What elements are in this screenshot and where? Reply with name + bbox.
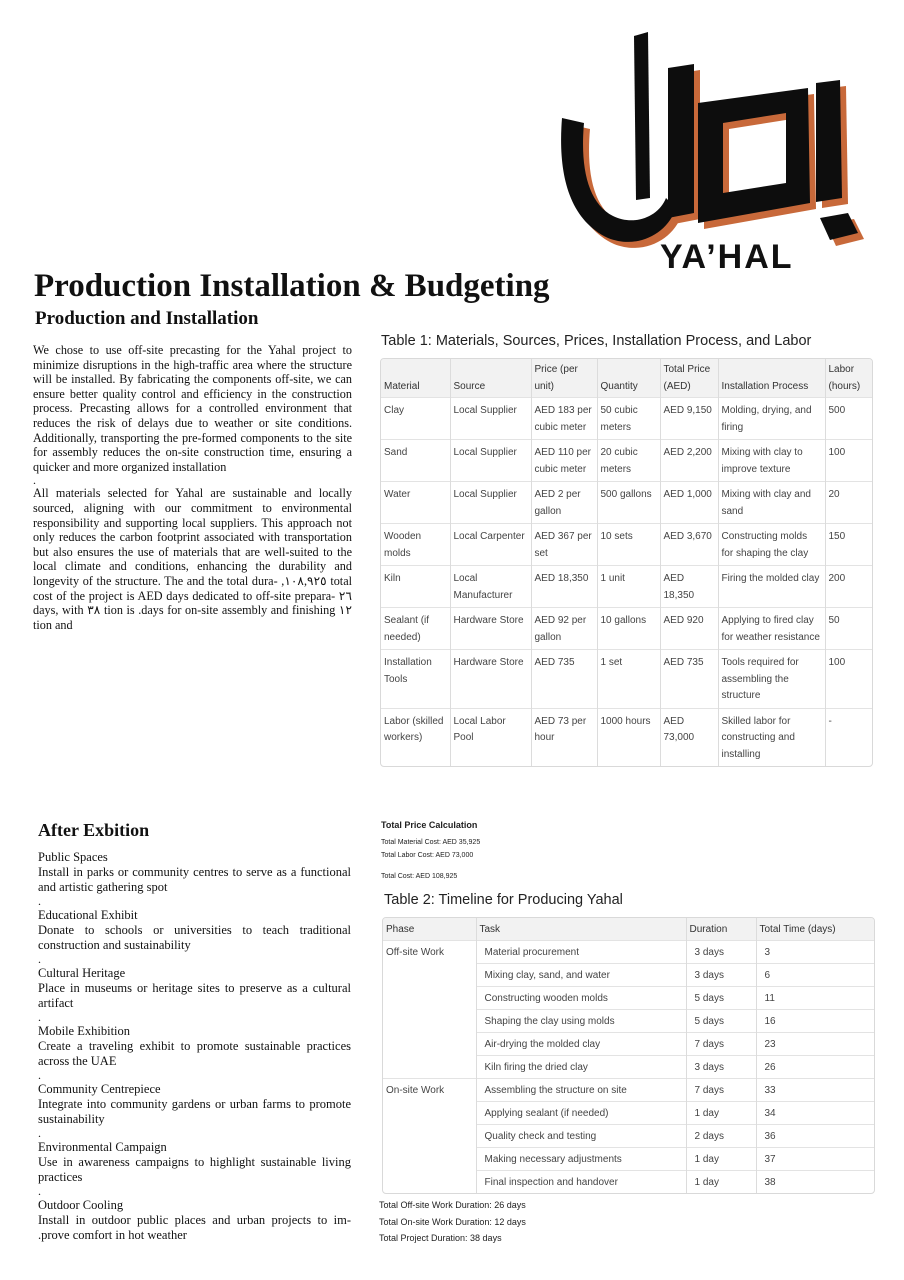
table-cell: AED 735 <box>660 650 718 709</box>
timeline-table <box>383 918 874 1193</box>
table-cell: Air-drying the molded clay <box>476 1033 686 1056</box>
phase-cell: Off-site Work <box>383 941 476 964</box>
table-cell: AED 73,000 <box>660 708 718 766</box>
table-cell: Making necessary adjustments <box>476 1148 686 1171</box>
table-cell: Assembling the structure on site <box>476 1079 686 1102</box>
table-row <box>383 1079 874 1102</box>
table-cell: AED 18,350 <box>660 566 718 608</box>
after-exhibition-title: After Exbition <box>38 820 150 840</box>
table-header-row <box>381 359 872 398</box>
table-cell: AED 3,670 <box>660 524 718 566</box>
logo-wordmark: YA’HAL <box>660 238 794 276</box>
column-header: Price (per unit) <box>531 359 597 398</box>
table-cell: Kiln <box>381 566 450 608</box>
table-cell: AED 1,000 <box>660 482 718 524</box>
table-cell: 36 <box>756 1125 874 1148</box>
table-cell: 1000 hours <box>597 708 660 766</box>
table-row <box>383 1148 874 1171</box>
table-cell: 50 cubic meters <box>597 398 660 440</box>
table-cell: Mixing with clay and sand <box>718 482 825 524</box>
table-row <box>383 1125 874 1148</box>
table-cell: 1 day <box>686 1102 756 1125</box>
table-cell: AED 2 per gallon <box>531 482 597 524</box>
table-cell: Labor (skilled workers) <box>381 708 450 766</box>
table-cell: Hardware Store <box>450 608 531 650</box>
table-cell: Constructing wooden molds <box>476 987 686 1010</box>
table-cell: AED 367 per set <box>531 524 597 566</box>
table-cell: 6 <box>756 964 874 987</box>
table-cell: Installation Tools <box>381 650 450 709</box>
table-row <box>381 482 872 524</box>
separator-dot: . <box>38 1126 41 1140</box>
table-cell: Final inspection and handover <box>476 1171 686 1194</box>
phase-cell: On-site Work <box>383 1079 476 1102</box>
separator-dot: . <box>33 473 36 488</box>
total-cost: Total Cost: AED 108,925 <box>381 873 458 880</box>
table-cell: 16 <box>756 1010 874 1033</box>
table-cell: 10 gallons <box>597 608 660 650</box>
table-cell: Kiln firing the dried clay <box>476 1056 686 1079</box>
table-cell: Applying to fired clay for weather resistance <box>718 608 825 650</box>
table2-caption: Table 2: Timeline for Producing Yahal <box>384 892 623 908</box>
materials-table-container <box>380 358 873 767</box>
exhibit-option-description: Place in museums or heritage sites to preserve as a cultural artifact <box>38 981 351 1010</box>
table-cell: AED 92 per gallon <box>531 608 597 650</box>
table-cell: AED 920 <box>660 608 718 650</box>
column-header: Quantity <box>597 359 660 398</box>
table-cell: - <box>825 708 872 766</box>
table-row <box>383 964 874 987</box>
table-row <box>381 608 872 650</box>
table-row <box>383 1171 874 1194</box>
table-cell: AED 183 per cubic meter <box>531 398 597 440</box>
exhibit-option-description: Donate to schools or universities to teach traditional construction and sustainability <box>38 923 351 952</box>
phase-cell <box>383 964 476 987</box>
table-cell: Clay <box>381 398 450 440</box>
table-cell: Hardware Store <box>450 650 531 709</box>
exhibit-option-title: Outdoor Cooling <box>38 1198 124 1212</box>
exhibit-option-description: Integrate into community gardens or urban farms to promote sustainability <box>38 1097 351 1126</box>
table-cell: 37 <box>756 1148 874 1171</box>
table-cell: 1 day <box>686 1148 756 1171</box>
table-row <box>383 1010 874 1033</box>
table-cell: Applying sealant (if needed) <box>476 1102 686 1125</box>
exhibit-option-title: Public Spaces <box>38 850 108 864</box>
total-offsite-duration: Total Off-site Work Duration: 26 days <box>379 1200 526 1210</box>
table-cell: AED 110 per cubic meter <box>531 440 597 482</box>
table-cell: 1 unit <box>597 566 660 608</box>
section-title: Production and Installation <box>35 308 259 329</box>
table-cell: Mixing clay, sand, and water <box>476 964 686 987</box>
total-onsite-duration: Total On-site Work Duration: 12 days <box>379 1216 526 1227</box>
table-row <box>383 941 874 964</box>
column-header: Task <box>476 918 686 941</box>
exhibit-option-description: Use in awareness campaigns to highlight sustainable living practices <box>38 1155 351 1184</box>
separator-dot: . <box>38 952 41 966</box>
separator-dot: . <box>38 1068 41 1082</box>
phase-cell <box>383 1148 476 1171</box>
table-cell: 1 day <box>686 1171 756 1194</box>
table-cell: Firing the molded clay <box>718 566 825 608</box>
intro-paragraph: We chose to use off-site precasting for the Yahal project to minimize disruptions in the high-traffic area where the structure will be installed. By fabricating the components off-site, we can ensure better quality control and efficiency in the construction process. Precasting allows for a controlled environment that reduces the risk of delays due to weather or site conditions. Additionally, transporting the pre-formed components to the site for assembly reduces the on-site construction time, ensuring a quicker and more organized installation <box>33 343 352 474</box>
exhibit-option-description: Install in outdoor public places and urban projects to im- .prove comfort in hot weather <box>38 1213 351 1242</box>
table-cell: 100 <box>825 650 872 709</box>
column-header: Total Time (days) <box>756 918 874 941</box>
exhibit-option-title: Educational Exhibit <box>38 908 138 922</box>
table-cell: 50 <box>825 608 872 650</box>
table-row <box>383 987 874 1010</box>
table-cell: Molding, drying, and firing <box>718 398 825 440</box>
column-header: Phase <box>383 918 476 941</box>
timeline-table-container <box>382 917 875 1194</box>
table-row <box>381 650 872 709</box>
table-header-row <box>383 918 874 941</box>
total-price-calculation <box>381 820 480 883</box>
column-header: Installation Process <box>718 359 825 398</box>
exhibit-option-description: Install in parks or community centres to serve as a functional and artistic gathering spot <box>38 865 351 894</box>
separator-dot: . <box>38 1010 41 1024</box>
table-cell: 10 sets <box>597 524 660 566</box>
table-cell: 3 days <box>686 941 756 964</box>
table-cell: AED 18,350 <box>531 566 597 608</box>
table-cell: Skilled labor for constructing and installing <box>718 708 825 766</box>
table-cell: 20 <box>825 482 872 524</box>
phase-cell <box>383 1033 476 1056</box>
intro-text <box>33 343 352 632</box>
table-cell: AED 73 per hour <box>531 708 597 766</box>
table-cell: Local Supplier <box>450 440 531 482</box>
exhibit-option-title: Cultural Heritage <box>38 966 126 980</box>
column-header: Total Price (AED) <box>660 359 718 398</box>
table-cell: 5 days <box>686 987 756 1010</box>
totals-title: Total Price Calculation <box>381 820 478 830</box>
table-cell: Water <box>381 482 450 524</box>
phase-cell <box>383 1125 476 1148</box>
table-cell: Quality check and testing <box>476 1125 686 1148</box>
table-cell: Sealant (if needed) <box>381 608 450 650</box>
separator-dot: . <box>38 894 41 908</box>
table-cell: AED 2,200 <box>660 440 718 482</box>
table-cell: Local Manufacturer <box>450 566 531 608</box>
table-cell: 3 days <box>686 964 756 987</box>
table-cell: AED 735 <box>531 650 597 709</box>
after-exhibition-list <box>38 850 351 1243</box>
table-row <box>381 566 872 608</box>
phase-cell <box>383 1102 476 1125</box>
table-cell: 34 <box>756 1102 874 1125</box>
total-project-duration: Total Project Duration: 38 days <box>379 1233 502 1243</box>
materials-table <box>381 359 872 766</box>
table-cell: 11 <box>756 987 874 1010</box>
table-cell: 100 <box>825 440 872 482</box>
table-row <box>381 398 872 440</box>
table-cell: 5 days <box>686 1010 756 1033</box>
exhibit-option-description: Create a traveling exhibit to promote sustainable practices across the UAE <box>38 1039 351 1068</box>
table-cell: Local Carpenter <box>450 524 531 566</box>
table-cell: 3 days <box>686 1056 756 1079</box>
timeline-totals <box>379 1197 526 1247</box>
page-title: Production Installation & Budgeting <box>34 268 550 304</box>
exhibit-option-title: Environmental Campaign <box>38 1140 167 1154</box>
table-cell: 150 <box>825 524 872 566</box>
table-cell: 3 <box>756 941 874 964</box>
table-cell: AED 9,150 <box>660 398 718 440</box>
table-cell: 1 set <box>597 650 660 709</box>
table-cell: Tools required for assembling the structure <box>718 650 825 709</box>
intro-paragraph: All materials selected for Yahal are sustainable and locally sourced, aligning with our commitment to environmental responsibility and supporting local suppliers. This approach not only reduces the carbon footprint associated with transportation but also ensures the use of materials that are well-suited to the local climate and conditions, enhancing the durability and longevity of the structure. The and the total dura- ,١٠٨,٩٢٥ total cost of the project is AED days dedicated to off-site prepara- ٢٦ days, with ٣٨ tion is .days for on-site assembly and finishing ١٢ tion and <box>33 486 352 632</box>
column-header: Source <box>450 359 531 398</box>
table-cell: Mixing with clay to improve texture <box>718 440 825 482</box>
table-cell: 7 days <box>686 1079 756 1102</box>
table-cell: Local Supplier <box>450 482 531 524</box>
table-cell: Shaping the clay using molds <box>476 1010 686 1033</box>
table-cell: 26 <box>756 1056 874 1079</box>
phase-cell <box>383 1056 476 1079</box>
table-cell: 2 days <box>686 1125 756 1148</box>
table-row <box>383 1102 874 1125</box>
total-material-cost: Total Material Cost: AED 35,925 <box>381 839 481 846</box>
table-cell: 20 cubic meters <box>597 440 660 482</box>
total-labor-cost: Total Labor Cost: AED 73,000 <box>381 852 474 859</box>
table-cell: Constructing molds for shaping the clay <box>718 524 825 566</box>
exhibit-option-title: Community Centrepiece <box>38 1082 161 1096</box>
table-cell: 200 <box>825 566 872 608</box>
column-header: Duration <box>686 918 756 941</box>
table-row <box>383 1056 874 1079</box>
table-cell: Wooden molds <box>381 524 450 566</box>
table-cell: Sand <box>381 440 450 482</box>
table-cell: Local Labor Pool <box>450 708 531 766</box>
table-cell: 500 gallons <box>597 482 660 524</box>
table-cell: Material procurement <box>476 941 686 964</box>
table-row <box>381 524 872 566</box>
table-row <box>381 708 872 766</box>
table-cell: 23 <box>756 1033 874 1056</box>
table-row <box>381 440 872 482</box>
separator-dot: . <box>38 1184 41 1198</box>
exhibit-option-title: Mobile Exhibition <box>38 1024 131 1038</box>
table-cell: 500 <box>825 398 872 440</box>
table-cell: Local Supplier <box>450 398 531 440</box>
table-row <box>383 1033 874 1056</box>
phase-cell <box>383 987 476 1010</box>
column-header: Labor (hours) <box>825 359 872 398</box>
table-cell: 38 <box>756 1171 874 1194</box>
phase-cell <box>383 1171 476 1194</box>
table-cell: 7 days <box>686 1033 756 1056</box>
phase-cell <box>383 1010 476 1033</box>
table1-caption: Table 1: Materials, Sources, Prices, Installation Process, and Labor <box>381 333 812 349</box>
table-cell: 33 <box>756 1079 874 1102</box>
column-header: Material <box>381 359 450 398</box>
